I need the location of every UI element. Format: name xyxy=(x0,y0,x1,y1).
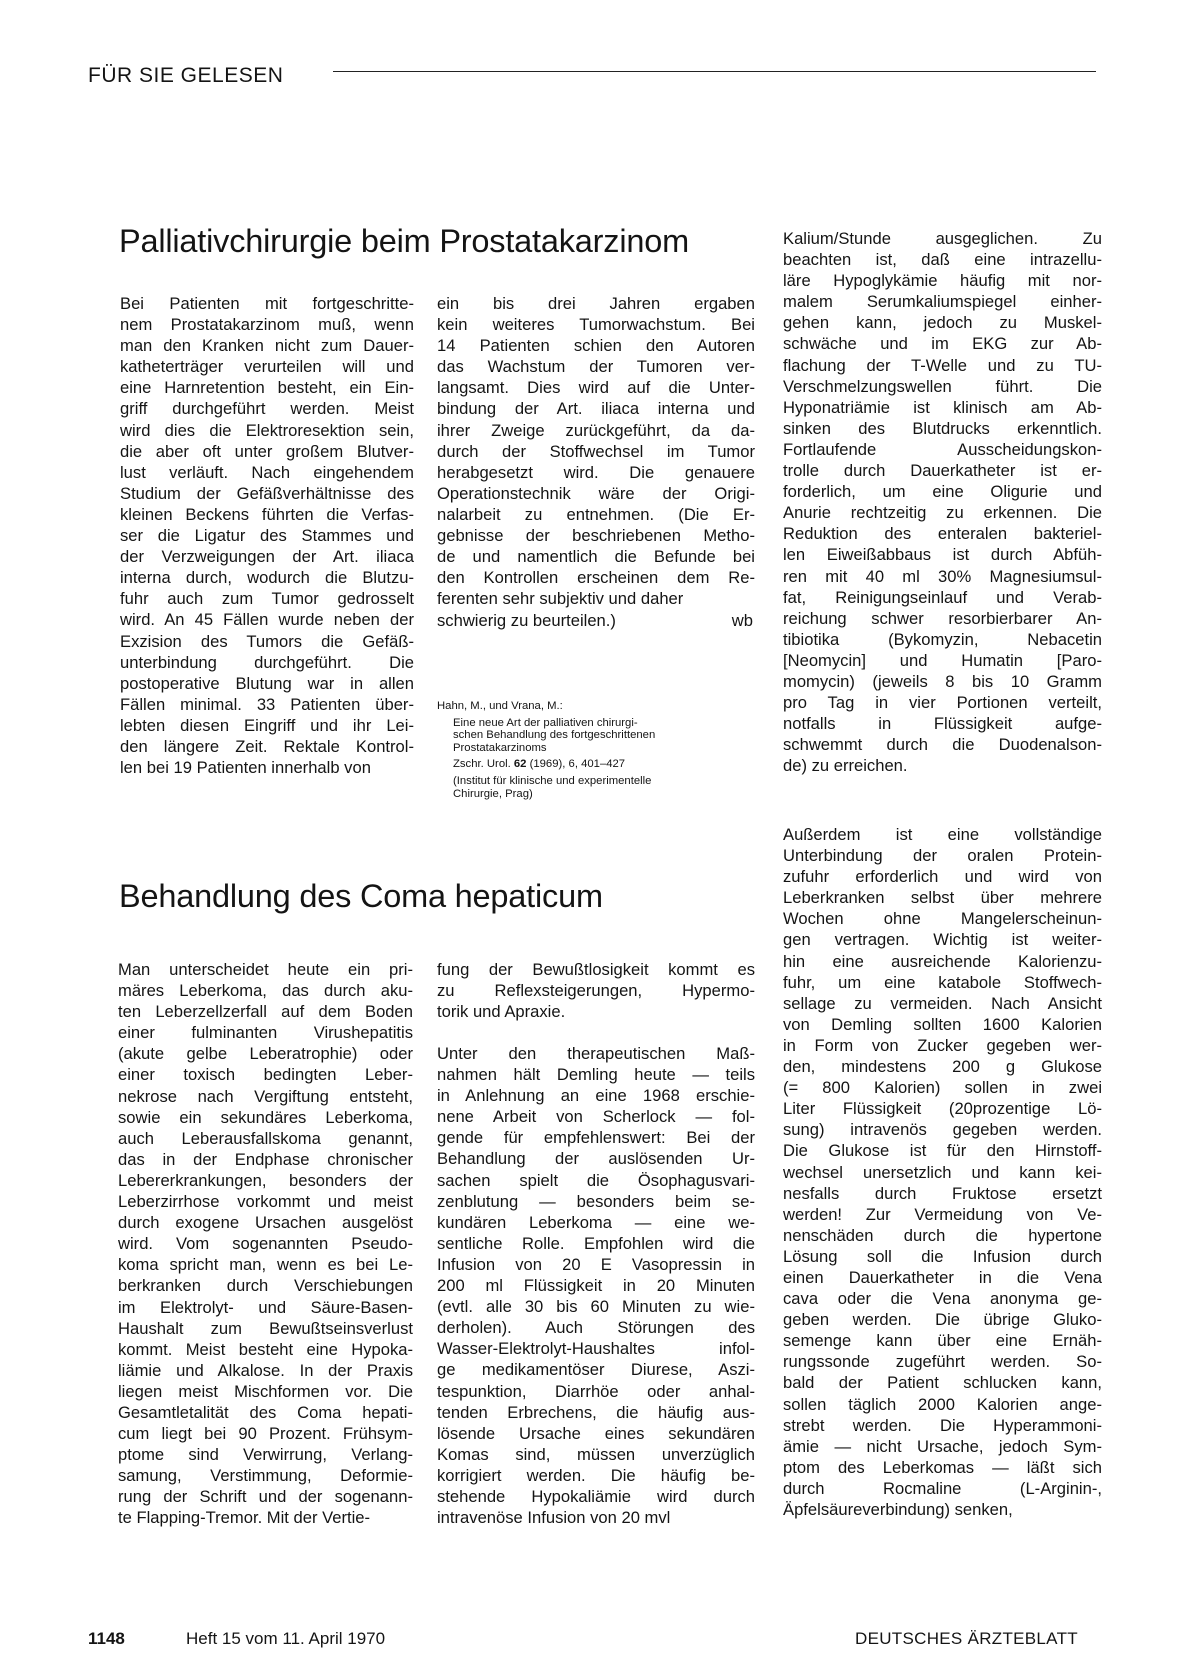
text-line: cava oder die Vena anonyma ge- xyxy=(783,1289,1102,1309)
text-line: [Neomycin] und Humatin [Paro- xyxy=(783,650,1102,670)
text-line: einer toxisch bedingten Leber- xyxy=(118,1065,413,1085)
text-line: sellage zu vermeiden. Nach Ansicht xyxy=(783,993,1102,1013)
reference-institute-line: (Institut für klinische und experimentelle xyxy=(453,774,652,787)
issue-info: Heft 15 vom 11. April 1970 xyxy=(186,1629,386,1648)
text-line: ein bis drei Jahren ergaben xyxy=(437,294,755,313)
article1-column-3 xyxy=(783,228,1102,776)
article2-column-3 xyxy=(783,824,1102,1520)
text-line: ren mit 40 ml 30% Magnesiumsul- xyxy=(783,566,1102,586)
text-line: wird. An 45 Fällen wurde neben der xyxy=(120,610,414,630)
article2-title: Behandlung des Coma hepaticum xyxy=(119,878,603,914)
text-line: Hyponatriämie ist klinisch am Ab- xyxy=(783,397,1102,417)
page-number: 1148 xyxy=(88,1629,125,1648)
text-line: fuhr auch zum Tumor gedrosselt xyxy=(120,589,414,609)
text-line: durch exogene Ursachen ausgelöst xyxy=(118,1213,413,1233)
article1-column-2 xyxy=(437,293,755,609)
text-line: Verschmelzungswellen führt. Die xyxy=(783,376,1102,396)
article2-column-1 xyxy=(118,959,413,1529)
text-line: man den Kranken nicht zum Dauer- xyxy=(120,336,414,356)
text-line: Haushalt zum Bewußtseinsverlust xyxy=(118,1318,413,1338)
text-line: samung, Verstimmung, Deformie- xyxy=(118,1466,413,1486)
text-line: Lösung soll die Infusion durch xyxy=(783,1246,1102,1266)
text-line: lust verläuft. Nach eingehendem xyxy=(120,462,414,482)
text-line: ge medikamentöser Diurese, Aszi- xyxy=(437,1360,755,1380)
text-line: beachten ist, daß eine intrazellu- xyxy=(783,250,1102,270)
text-line: den längere Zeit. Rektale Kontrol- xyxy=(120,736,414,756)
text-line: 200 ml Flüssigkeit in 20 Minuten xyxy=(437,1276,755,1296)
text-line: Gesamtletalität des Coma hepati- xyxy=(118,1402,413,1422)
text-line: Bei Patienten mit fortgeschritte- xyxy=(120,294,414,313)
text-line: nem Prostatakarzinom muß, wenn xyxy=(120,315,414,335)
text-line: katheterträger verurteilen will und xyxy=(120,357,414,377)
text-line: lebten diesen Eingriff und ihr Lei- xyxy=(120,715,414,735)
text-line: griff durchgeführt werden. Meist xyxy=(120,399,414,419)
text-line: den Kontrollen erscheinen dem Re- xyxy=(437,568,755,588)
text-line: Lebererkrankungen, besonders der xyxy=(118,1170,413,1190)
text-line: wird. Vom sogenannten Pseudo- xyxy=(118,1234,413,1254)
text-line: sung) intravenös gegeben werden. xyxy=(783,1120,1102,1140)
text-line: Leberkranken selbst über mehrere xyxy=(783,888,1102,908)
text-line: nahmen hält Demling heute — teils xyxy=(437,1065,755,1085)
text-line: Liter Flüssigkeit (20prozentige Lö- xyxy=(783,1099,1102,1119)
text-line: schwemmt durch die Duodenalson- xyxy=(783,735,1102,755)
text-line: ferenten sehr subjektiv und daher xyxy=(437,589,684,609)
text-line: auch Leberausfallskoma genannt, xyxy=(118,1128,413,1148)
text-line: zufuhr erforderlich und wird von xyxy=(783,867,1102,887)
text-line: ptome sind Verwirrung, Verlang- xyxy=(118,1445,413,1465)
text-line: einer fulminanten Virushepatitis xyxy=(118,1023,413,1043)
text-line: Unter den therapeutischen Maß- xyxy=(437,1044,755,1063)
text-line: nene Arbeit von Scherlock — fol- xyxy=(437,1107,755,1127)
reference-title-line: schen Behandlung des fortgeschrittenen xyxy=(453,729,656,742)
text-line: ämie — nicht Ursache, jedoch Sym- xyxy=(783,1436,1102,1456)
text-line: den, mindestens 200 g Glukose xyxy=(783,1057,1102,1077)
text-line: in Anlehnung an eine 1968 erschie- xyxy=(437,1086,755,1106)
text-line: langsamt. Dies wird auf die Unter- xyxy=(437,378,755,398)
text-line: tespunktion, Diarrhöe oder anhal- xyxy=(437,1381,755,1401)
text-line: ptom des Leberkomas — läßt sich xyxy=(783,1457,1102,1477)
text-line: Leberzirrhose vorkommt und meist xyxy=(118,1192,413,1212)
reference-journal-suffix: (1969), 6, 401–427 xyxy=(526,758,626,771)
text-line: Außerdem ist eine vollständige xyxy=(783,825,1102,844)
text-line: nekrose nach Vergiftung entsteht, xyxy=(118,1086,413,1106)
text-line: fat, Reinigungseinlauf und Verab- xyxy=(783,587,1102,607)
text-line: einen Dauerkatheter in die Vena xyxy=(783,1267,1102,1287)
text-line: bindung der Art. iliaca interna und xyxy=(437,399,755,419)
text-line: Exzision des Tumors die Gefäß- xyxy=(120,631,414,651)
text-line: kein weiteres Tumorwachstum. Bei xyxy=(437,315,755,335)
text-line: ser die Ligatur des Stammes und xyxy=(120,526,414,546)
text-line: kommt. Meist besteht eine Hypoka- xyxy=(118,1339,413,1359)
text-line: sollen täglich 2000 Kalorien ange- xyxy=(783,1394,1102,1414)
article1-reference xyxy=(437,700,757,800)
text-line: gebnisse der beschriebenen Metho- xyxy=(437,526,755,546)
text-line: tibiotika (Bykomyzin, Nebacetin xyxy=(783,629,1102,649)
text-line: te Flapping-Tremor. Mit der Vertie- xyxy=(118,1508,371,1528)
article1-closing-line: schwierig zu beurteilen.) xyxy=(437,610,616,630)
text-line: Reduktion des enteralen bakteriel- xyxy=(783,524,1102,544)
article2-column-2-para-1 xyxy=(437,959,755,1022)
text-line: kleinen Beckens führten die Verfas- xyxy=(120,504,414,524)
text-line: (akute gelbe Leberatrophie) oder xyxy=(118,1044,413,1064)
text-line: bald der Patient schlucken kann, xyxy=(783,1373,1102,1393)
text-line: sinken des Blutdrucks erkenntlich. xyxy=(783,418,1102,438)
text-line: Fortlaufende Ausscheidungskon- xyxy=(783,439,1102,459)
text-line: koma spricht man, wenn es bei Le- xyxy=(118,1255,413,1275)
text-line: 14 Patienten schien den Autoren xyxy=(437,336,755,356)
text-line: von Demling sollten 1600 Kalorien xyxy=(783,1014,1102,1034)
text-line: notfalls in Flüssigkeit aufge- xyxy=(783,714,1102,734)
text-line: forderlich, um eine Oligurie und xyxy=(783,482,1102,502)
text-line: len bei 19 Patienten innerhalb von xyxy=(120,758,371,778)
reference-journal xyxy=(437,758,757,771)
text-line: durch Rocmaline (L-Arginin-, xyxy=(783,1478,1102,1498)
text-line: malem Serumkaliumspiegel einher- xyxy=(783,292,1102,312)
text-line: momycin) (jeweils 8 bis 10 Gramm xyxy=(783,671,1102,691)
text-line: ihrer Zweige zurückgeführt, da da- xyxy=(437,420,755,440)
text-line: eine Harnretention besteht, ein Ein- xyxy=(120,378,414,398)
text-line: stehende Hypokaliämie wird durch xyxy=(437,1486,755,1506)
text-line: semenge kann über eine Ernäh- xyxy=(783,1331,1102,1351)
text-line: intravenöse Infusion von 20 mvl xyxy=(437,1508,671,1528)
text-line: postoperative Blutung war in allen xyxy=(120,673,414,693)
text-line: läre Hypoglykämie häufig mit nor- xyxy=(783,271,1102,291)
article1-column-2-end xyxy=(437,610,755,631)
text-line: de und namentlich die Befunde bei xyxy=(437,547,755,567)
text-line: Fällen minimal. 33 Patienten über- xyxy=(120,694,414,714)
text-line: cum liegt bei 90 Prozent. Frühsym- xyxy=(118,1424,413,1444)
reference-title-line: Eine neue Art der palliativen chirurgi- xyxy=(453,716,638,729)
text-line: geben werden. Die übrige Gluko- xyxy=(783,1310,1102,1330)
text-line: (evtl. alle 30 bis 60 Minuten zu wie- xyxy=(437,1297,755,1317)
text-line: interna durch, wodurch die Blutzu- xyxy=(120,568,414,588)
text-line: Äpfelsäureverbindung) senken, xyxy=(783,1500,1013,1519)
text-line: Kalium/Stunde ausgeglichen. Zu xyxy=(783,229,1102,248)
reference-title-line: Prostatakarzinoms xyxy=(453,741,547,754)
article1-title: Palliativchirurgie beim Prostatakarzinom xyxy=(119,223,690,259)
text-line: Behandlung der auslösenden Ur- xyxy=(437,1149,755,1169)
text-line: der Verzweigungen der Art. iliaca xyxy=(120,547,414,567)
text-line: sowie ein sekundäres Leberkoma, xyxy=(118,1107,413,1127)
article1-signature: wb xyxy=(731,610,753,630)
text-line: rung der Schrift und der sogenann- xyxy=(118,1487,413,1507)
text-line: de) zu erreichen. xyxy=(783,756,908,776)
text-line: strebt werden. Die Hyperammoni- xyxy=(783,1415,1102,1435)
text-line: zu Reflexsteigerungen, Hypermo- xyxy=(437,981,755,1001)
text-line: kundären Leberkoma — eine we- xyxy=(437,1212,755,1232)
text-line: rungssonde zugeführt werden. So- xyxy=(783,1352,1102,1372)
text-line: tenden Erbrechens, die häufig aus- xyxy=(437,1402,755,1422)
reference-journal-prefix: Zschr. Urol. xyxy=(453,758,514,771)
text-line: Man unterscheidet heute ein pri- xyxy=(118,960,413,979)
reference-institute-line: Chirurgie, Prag) xyxy=(453,787,533,800)
text-line: werden! Zur Vermeidung von Ve- xyxy=(783,1204,1102,1224)
text-line: lösende Ursache eines sekundären xyxy=(437,1423,755,1443)
text-line: nenschäden durch die hypertone xyxy=(783,1225,1102,1245)
section-label: FÜR SIE GELESEN xyxy=(88,64,284,87)
text-line: liegen meist Mischformen vor. Die xyxy=(118,1381,413,1401)
text-line: Operationstechnik wäre der Origi- xyxy=(437,483,755,503)
text-line: das in der Endphase chronischer xyxy=(118,1149,413,1169)
text-line: wechsel unersetzlich und kann kei- xyxy=(783,1162,1102,1182)
text-line: gende für empfehlenswert: Bei der xyxy=(437,1128,755,1148)
text-line: torik und Apraxie. xyxy=(437,1002,566,1022)
text-line: fuhr, um eine katabole Stoffwech- xyxy=(783,972,1102,992)
text-line: Unterbindung der oralen Protein- xyxy=(783,846,1102,866)
text-line: trolle durch Dauerkatheter ist er- xyxy=(783,461,1102,481)
text-line: gehen kann, jedoch zu Muskel- xyxy=(783,313,1102,333)
text-line: schwäche und im EKG zur Ab- xyxy=(783,334,1102,354)
text-line: gen vertragen. Wichtig ist weiter- xyxy=(783,930,1102,950)
text-line: len Eiweißabbaus ist durch Abfüh- xyxy=(783,545,1102,565)
text-line: flachung der T-Welle und zu TU- xyxy=(783,355,1102,375)
text-line: sentliche Rolle. Empfohlen wird die xyxy=(437,1233,755,1253)
text-line: nesfalls durch Fruktose ersetzt xyxy=(783,1183,1102,1203)
text-line: die aber oft unter großem Blutver- xyxy=(120,441,414,461)
text-line: fung der Bewußtlosigkeit kommt es xyxy=(437,960,755,979)
text-line: Anurie rechtzeitig zu erkennen. Die xyxy=(783,503,1102,523)
text-line: pro Tag in vier Portionen verteilt, xyxy=(783,693,1102,713)
text-line: korrigiert werden. Die häufig be- xyxy=(437,1465,755,1485)
text-line: märes Leberkoma, das durch aku- xyxy=(118,981,413,1001)
text-line: derholen). Auch Störungen des xyxy=(437,1318,755,1338)
text-line: Wochen ohne Mangelerscheinun- xyxy=(783,909,1102,929)
text-line: Infusion von 20 E Vasopressin in xyxy=(437,1254,755,1274)
reference-authors: Hahn, M., und Vrana, M.: xyxy=(437,700,563,712)
header-rule xyxy=(333,71,1096,72)
text-line: Komas sind, müssen unverzüglich xyxy=(437,1444,755,1464)
text-line: nalarbeit zu entnehmen. (Die Er- xyxy=(437,504,755,524)
journal-name: DEUTSCHES ÄRZTEBLATT xyxy=(855,1629,1078,1648)
text-line: herabgesetzt wird. Die genauere xyxy=(437,462,755,482)
text-line: im Elektrolyt- und Säure-Basen- xyxy=(118,1297,413,1317)
text-line: Die Glukose ist für den Hirnstoff- xyxy=(783,1141,1102,1161)
text-line: ten Leberzellzerfall auf dem Boden xyxy=(118,1002,413,1022)
text-line: in Form von Zucker gegeben wer- xyxy=(783,1035,1102,1055)
text-line: (= 800 Kalorien) sollen in zwei xyxy=(783,1078,1102,1098)
text-line: zenblutung — besonders beim se- xyxy=(437,1191,755,1211)
text-line: das Wachstum der Tumoren ver- xyxy=(437,357,755,377)
text-line: wird dies die Elektroresektion sein, xyxy=(120,420,414,440)
article2-column-2-para-2 xyxy=(437,1043,755,1528)
text-line: reichung schwer resorbierbarer An- xyxy=(783,608,1102,628)
text-line: Wasser-Elektrolyt-Haushaltes infol- xyxy=(437,1339,755,1359)
article1-column-1 xyxy=(120,293,414,778)
text-line: liämie und Alkalose. In der Praxis xyxy=(118,1360,413,1380)
reference-journal-volume: 62 xyxy=(513,758,527,771)
text-line: sachen spielt die Ösophagusvari- xyxy=(437,1170,755,1190)
text-line: berkranken durch Verschiebungen xyxy=(118,1276,413,1296)
text-line: durch der Stoffwechsel im Tumor xyxy=(437,441,755,461)
text-line: hin eine ausreichende Kalorienzu- xyxy=(783,951,1102,971)
text-line: unterbindung durchgeführt. Die xyxy=(120,652,414,672)
text-line: Studium der Gefäßverhältnisse des xyxy=(120,483,414,503)
